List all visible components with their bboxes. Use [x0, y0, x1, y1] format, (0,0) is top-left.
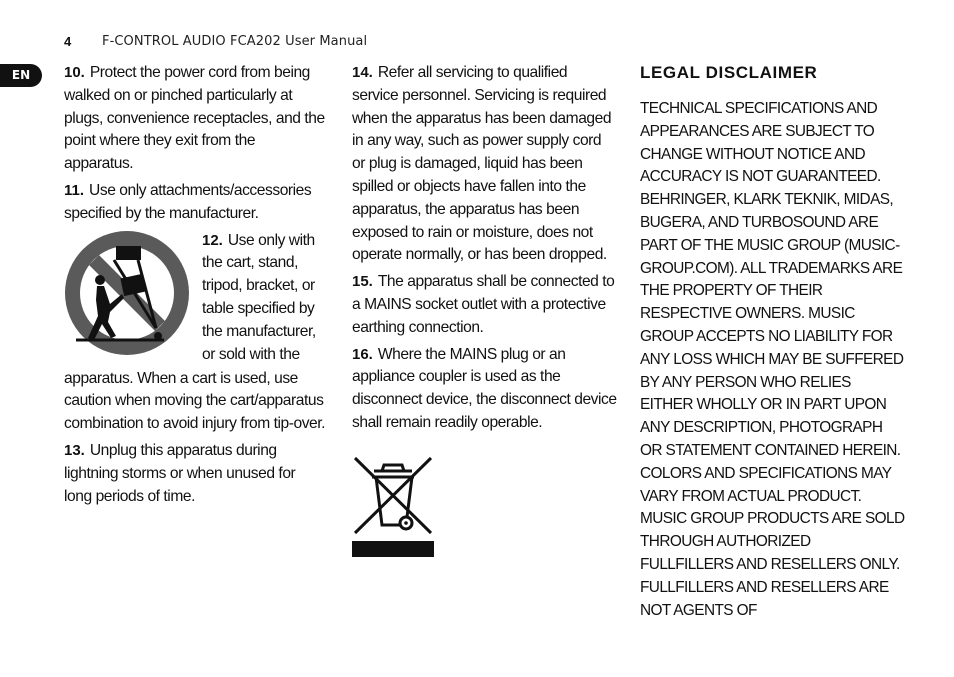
instruction-number: 12. [202, 231, 223, 249]
instruction-number: 16. [352, 345, 373, 363]
instruction-number: 14. [352, 64, 373, 81]
instruction-text: Use only attachments/accessories specified by the manufacturer. [64, 181, 312, 222]
instruction-text: Protect the power cord from being walked on or pinched particularly at plugs, convenience receptacles, and the point where they exit from the apparatus. [64, 64, 325, 173]
legal-disclaimer-heading: LEGAL DISCLAIMER [640, 63, 818, 82]
instruction-14 [352, 62, 617, 267]
instruction-text: The apparatus shall be connected to a MAINS socket outlet with a protective earthing connection. [352, 273, 615, 336]
instruction-10 [64, 62, 326, 176]
instruction-text: Where the MAINS plug or an appliance coupler is used as the disconnect device, the disconnect device shall remain readily operable. [352, 345, 617, 431]
instruction-number: 10. [64, 64, 85, 81]
instruction-12 [64, 230, 326, 368]
instruction-12-continuation: apparatus. When a cart is used, use caution when moving the cart/apparatus combination to avoid injury from tip-over. [64, 369, 326, 433]
column-2 [352, 62, 617, 565]
instruction-15 [352, 271, 617, 339]
crossed-out-wheelie-bin-icon [352, 455, 434, 557]
instruction-text: Unplug this apparatus during lightning storms or when unused for long periods of time. [64, 441, 296, 505]
instruction-text: Refer all servicing to qualified service personnel. Servicing is required when the apparatus has been damaged in any way, such as power supply cord or plug is damaged, liquid has been spilled or objects have fallen into the apparatus, the apparatus has been exposed to rain or moisture, does not operate normally, or has been dropped. [352, 64, 612, 264]
instruction-11 [64, 180, 326, 226]
cart-tip-over-warning-icon [64, 230, 190, 356]
column-3 [640, 62, 906, 622]
page-number: 4 [64, 34, 72, 49]
column-1 [64, 62, 326, 512]
manual-title: F-CONTROL AUDIO FCA202 User Manual [102, 34, 368, 49]
instruction-text: Use only with the cart, stand, tripod, bracket, or table specified by the manufacturer, or sold with the [202, 231, 316, 363]
instruction-16 [352, 344, 617, 435]
instruction-12-text [202, 230, 326, 367]
instruction-13 [64, 440, 326, 508]
instruction-number: 11. [64, 181, 85, 199]
legal-disclaimer-text: TECHNICAL SPECIFICATIONS AND APPEARANCES ARE SUBJECT TO CHANGE WITHOUT NOTICE AND ACCURACY IS NOT GUARANTEED. BEHRINGER, KLARK TEKNIK, MIDAS, BUGERA, AND TURBOSOUND ARE PART OF THE MUSIC GROUP (MUSIC-GROUP.COM). ALL TRADEMARKS ARE THE PROPERTY OF THEIR RESPECTIVE OWNERS. MUSIC GROUP ACCEPTS NO LIABILITY FOR ANY LOSS WHICH MAY BE SUFFERED BY ANY PERSON WHO RELIES EITHER WHOLLY OR IN PART UPON ANY DESCRIPTION, PHOTOGRAPH OR STATEMENT CONTAINED HEREIN. COLORS AND SPECIFICATIONS MAY VARY FROM ACTUAL PRODUCT. MUSIC GROUP PRODUCTS ARE SOLD THROUGH AUTHORIZED FULLFILLERS AND RESELLERS ONLY. FULLFILLERS AND RESELLERS ARE NOT AGENTS OF [640, 100, 905, 619]
instruction-number: 13. [64, 441, 85, 459]
language-tab: EN [0, 64, 42, 87]
instruction-number: 15. [352, 273, 373, 291]
